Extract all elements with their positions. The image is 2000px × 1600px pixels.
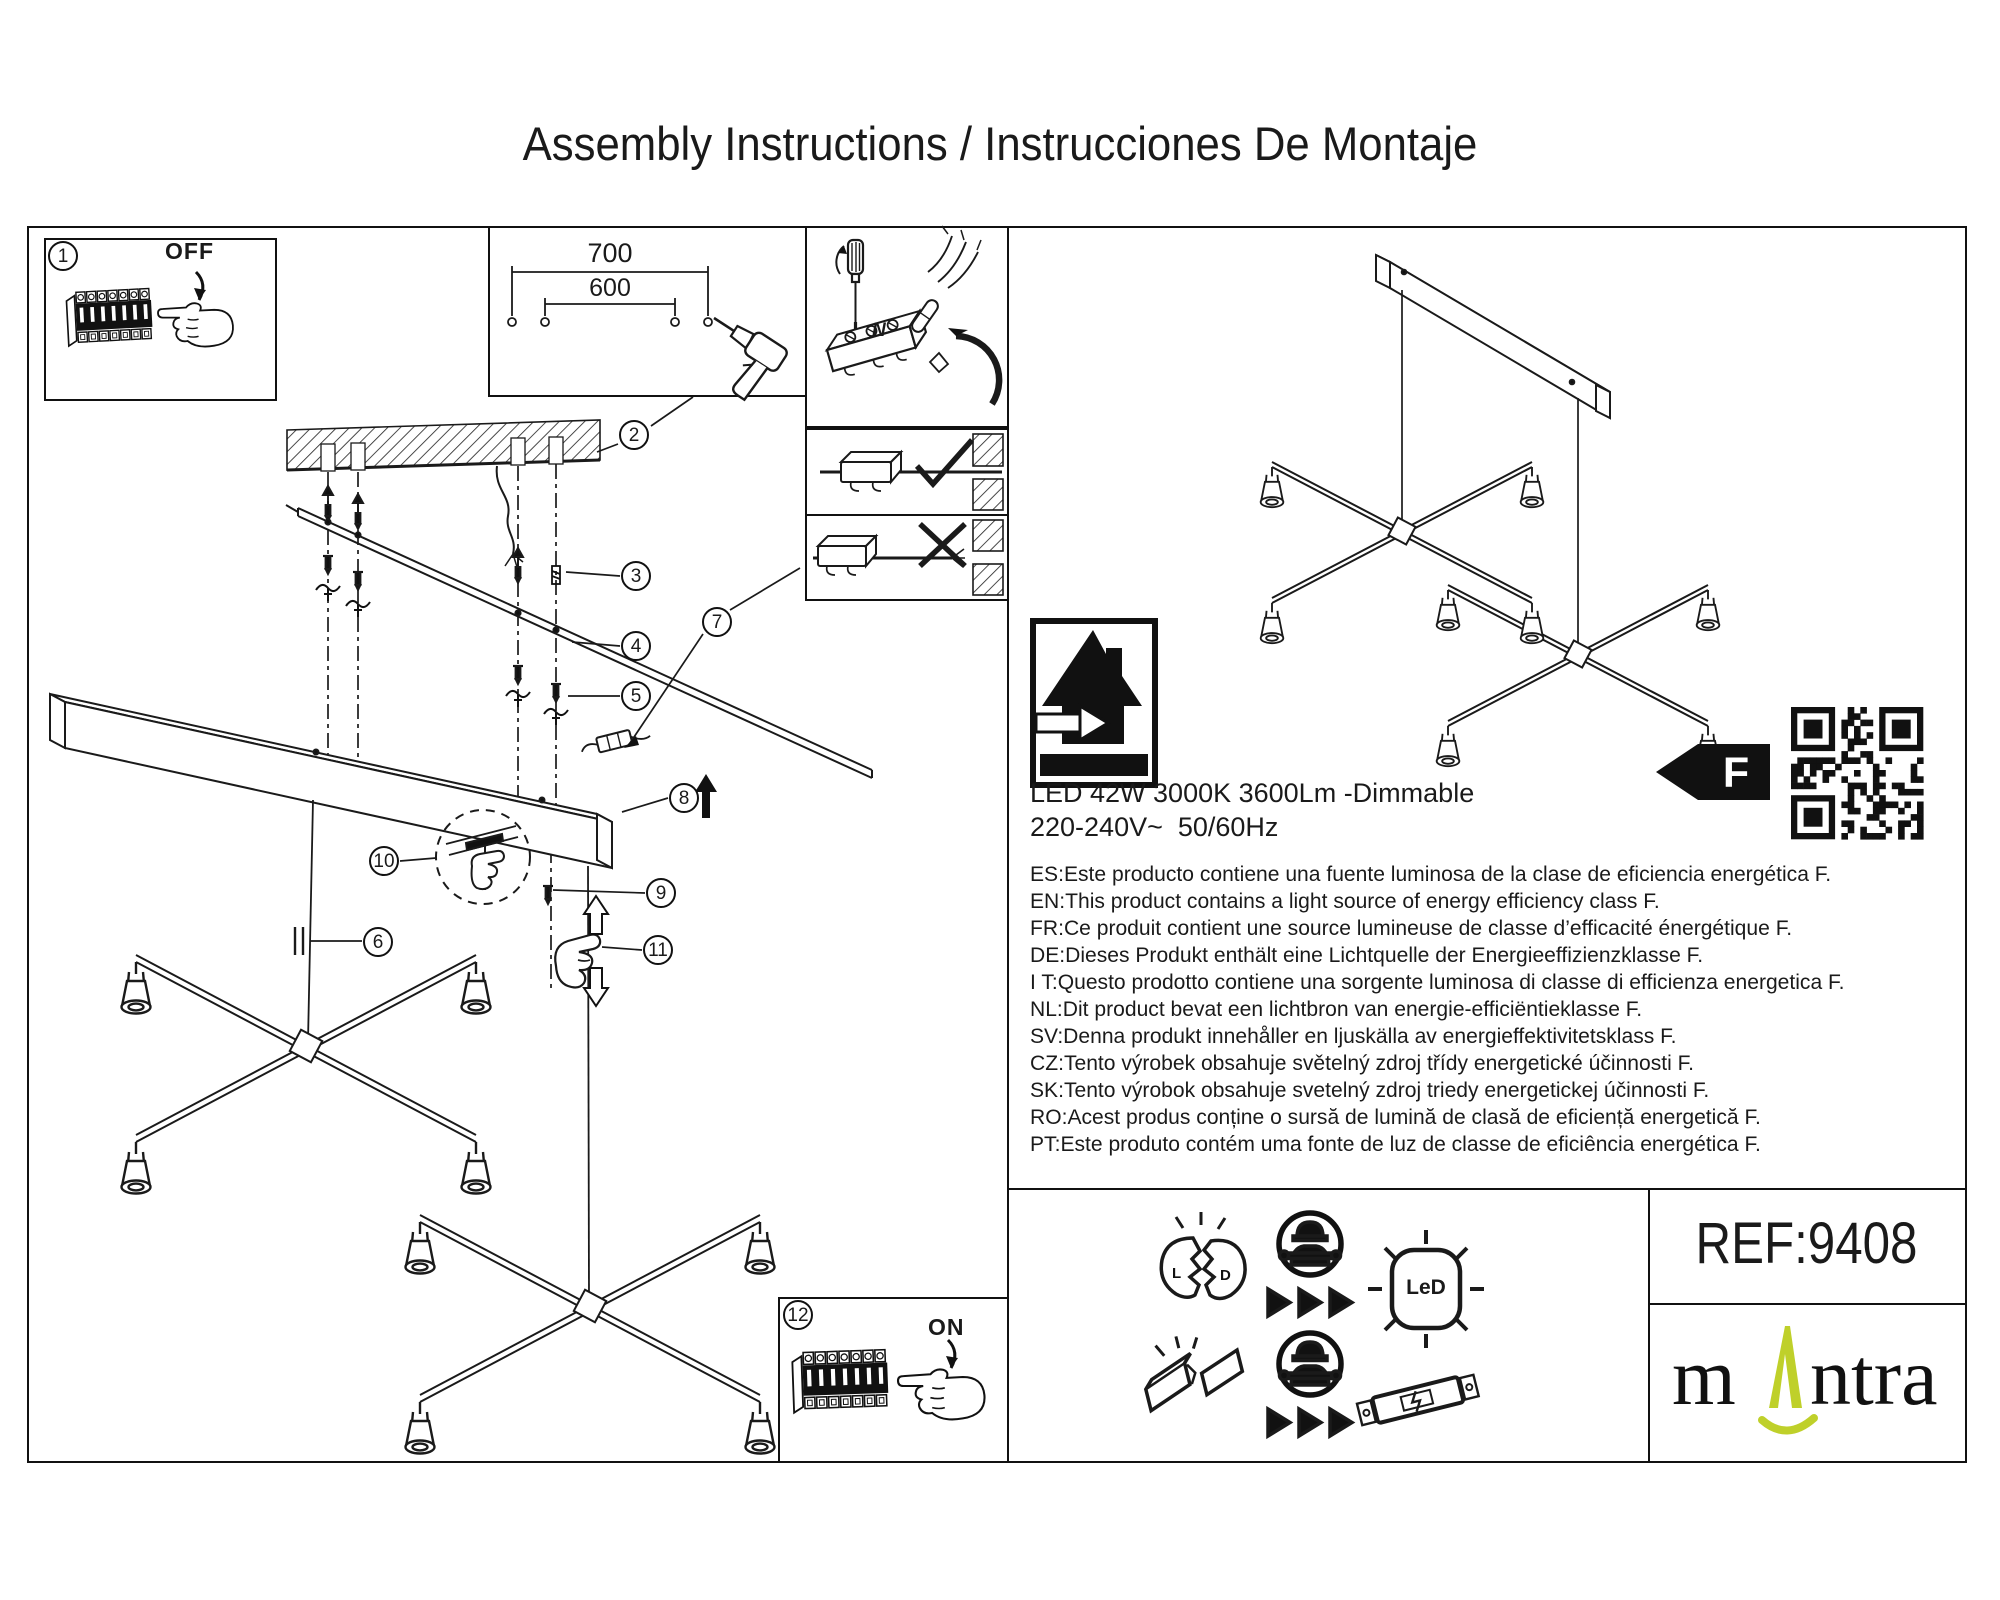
cross-arm-1 (136, 955, 476, 1142)
svg-text:L: L (1172, 1265, 1182, 1282)
lang-es: ES:Este producto contiene una fuente luminosa de la clase de eficiencia energética F. (1030, 862, 1832, 886)
callout-6: 6 (363, 927, 393, 957)
lang-sv: SV:Denna produkt innehåller en ljuskälla av energieffektivitetsklass F. (1030, 1024, 1677, 1048)
spec-line-2: 220-240V~ 50/60Hz (1030, 812, 1279, 842)
lang-nl: NL:Dit product bevat een lichtbron van energie-efficiëntieklasse F. (1030, 997, 1643, 1021)
mounting-bracket (286, 505, 872, 778)
wires (928, 236, 978, 288)
correct-connection-art (820, 434, 1003, 510)
callout-8: 8 (669, 783, 699, 813)
lang-pt: PT:Este produto contém uma fonte de luz de classe de eficiência energética F. (1030, 1132, 1761, 1156)
cable-pin (295, 927, 303, 955)
step12-art (792, 1340, 984, 1419)
callout-12: 12 (783, 1300, 813, 1330)
page-title: Assembly Instructions / Instrucciones De Montaje (522, 117, 1478, 170)
cross-arm-2 (420, 1215, 760, 1402)
energy-class-letter: F (1722, 749, 1750, 797)
lang-fr: FR:Ce produit contient une source lumineuse de classe d’efficacité énergétique F. (1030, 916, 1793, 940)
callout-11: 11 (643, 935, 673, 965)
drill-icon (686, 307, 789, 406)
reference-number: REF:9408 (1695, 1211, 1918, 1276)
wrong-connection-art (813, 520, 1003, 595)
qr-code (1780, 696, 1936, 852)
screwdriver-icon (836, 240, 863, 332)
quick-connector (580, 725, 652, 756)
callout-1: 1 (48, 241, 78, 271)
suspension-wire-left (308, 800, 313, 1041)
rotate-arrow (956, 336, 999, 404)
lang-it: I T:Questo prodotto contiene una sorgente luminosa di classe di efficienza energetica F. (1030, 970, 1845, 994)
brand-logo (1672, 1326, 1937, 1431)
brand-m: m (1672, 1331, 1736, 1422)
check-icon (917, 440, 972, 484)
led-driver-icon (1356, 1373, 1479, 1427)
callout-3: 3 (621, 561, 651, 591)
brand-lambda-icon (1762, 1326, 1814, 1431)
step1-art (66, 272, 233, 347)
svg-text:D: D (1220, 1267, 1231, 1284)
cross-icon (920, 524, 965, 566)
spec-line-1: LED 42W 3000K 3600Lm -Dimmable (1030, 778, 1475, 808)
energy-class-arrow (1656, 744, 1770, 800)
on-label: ON (928, 1314, 965, 1340)
lang-ro: RO:Acest produs conține o sursă de lumină de clasă de eficiență energetică F. (1030, 1105, 1761, 1129)
light-source-house-icon (1033, 621, 1155, 785)
assembly-diagram (50, 397, 872, 1454)
terminal-n-label: N (872, 320, 886, 341)
wiring-art (824, 226, 999, 404)
callout-2: 2 (619, 420, 649, 450)
finished-fixture (1272, 255, 1708, 726)
suspension-wire-right (588, 866, 589, 1301)
broken-driver-icon (1135, 1323, 1246, 1411)
lang-cz: CZ:Tento výrobek obsahuje světelný zdroj třídy energetické účinnosti F. (1030, 1051, 1695, 1075)
lang-sk: SK:Tento výrobok obsahuje svetelný zdroj triedy energetickej účinnosti F. (1030, 1078, 1710, 1102)
replacement-icons (1135, 1212, 1484, 1436)
broken-led-icon (1161, 1212, 1245, 1299)
lang-de: DE:Dieses Produkt enthält eine Lichtquelle der Energieeffizienzklasse F. (1030, 943, 1704, 967)
callout-9: 9 (646, 878, 676, 908)
mains-wire (497, 466, 514, 554)
callout-4: 4 (621, 631, 651, 661)
lang-en: EN:This product contains a light source of energy efficiency class F. (1030, 889, 1660, 913)
dimension-600: 600 (589, 274, 631, 302)
dimension-700: 700 (587, 238, 633, 268)
callout-5: 5 (621, 681, 651, 711)
led-badge-label: LeD (1406, 1276, 1446, 1299)
off-label: OFF (165, 238, 214, 264)
callout-10: 10 (369, 846, 399, 876)
callout-7: 7 (702, 607, 732, 637)
brand-ntra: ntra (1810, 1331, 1938, 1422)
